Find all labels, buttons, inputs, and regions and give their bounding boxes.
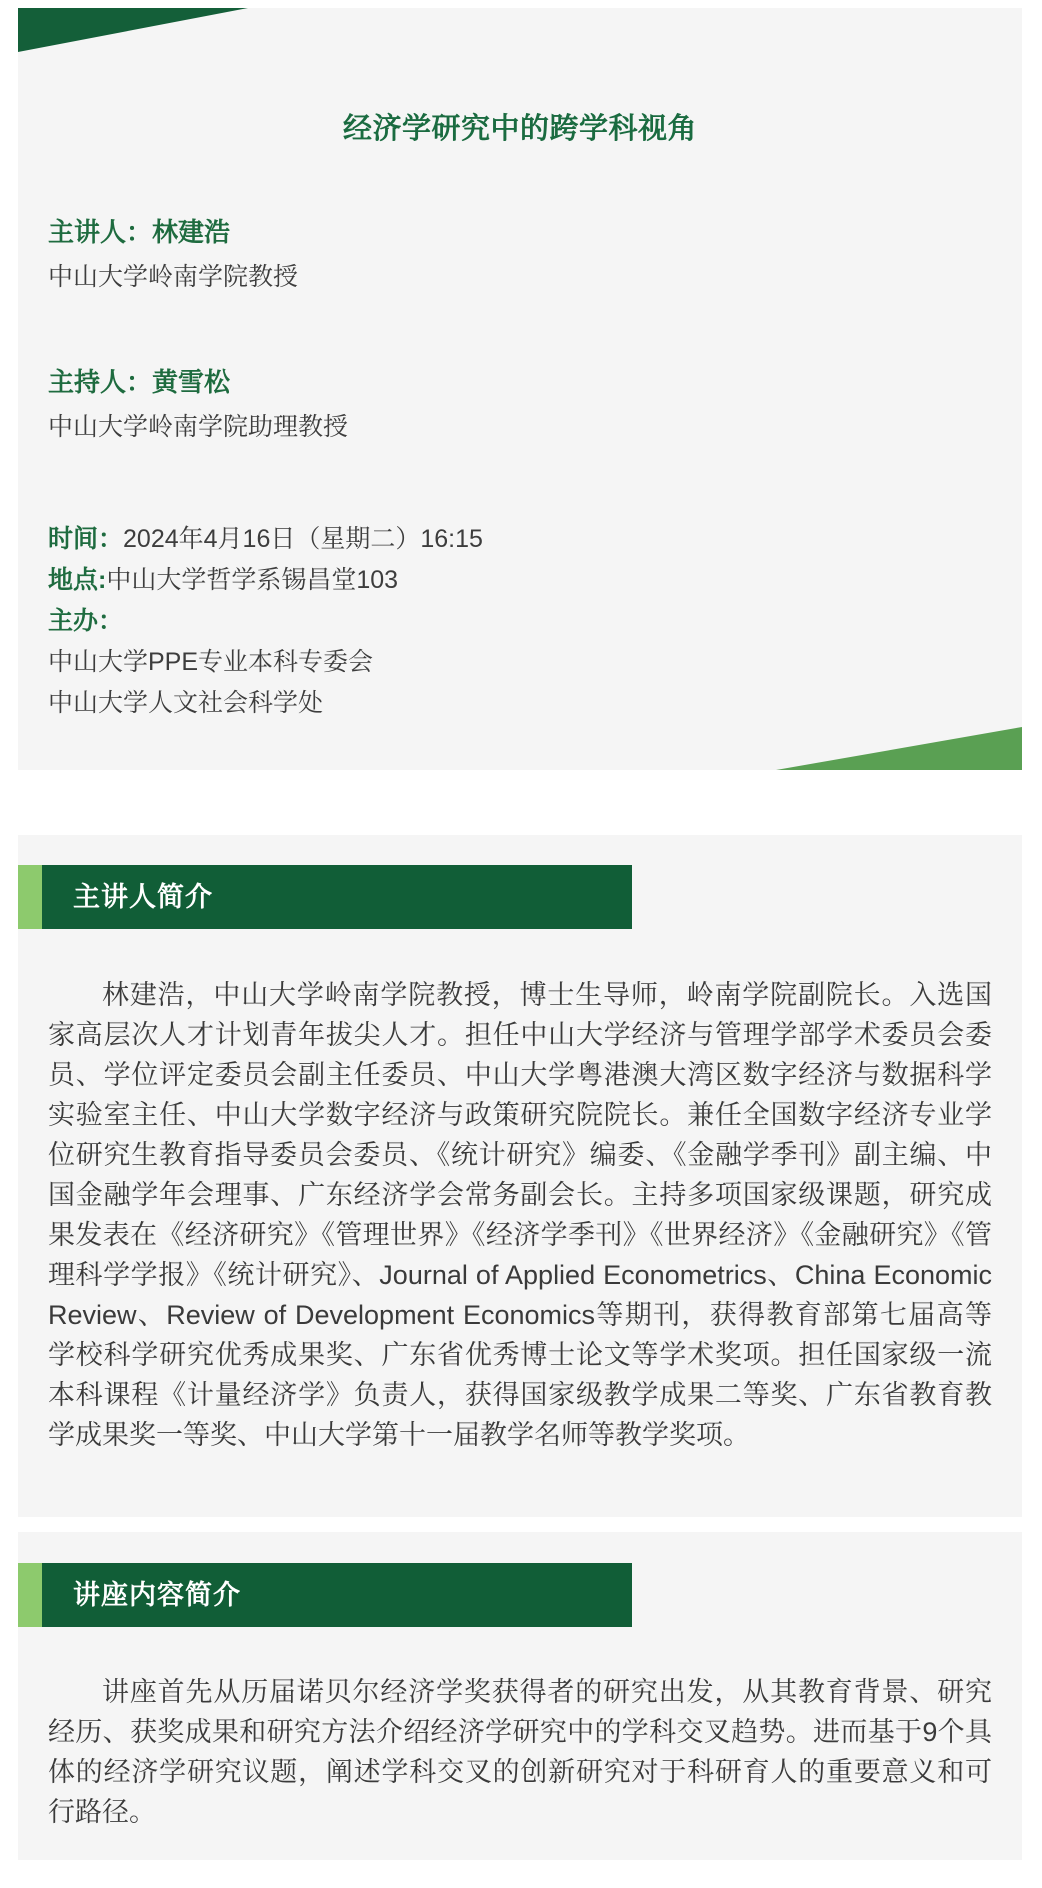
time-line [48,519,992,560]
host-line [48,365,992,399]
bio-section-body: 林建浩，中山大学岭南学院教授，博士生导师，岭南学院副院长。入选国家高层次人才计划青年拔尖人才。担任中山大学经济与管理学部学术委员会委员、学位评定委员会副主任委员、中山大学粤港澳大湾区数字经济与数据科学实验室主任、中山大学数字经济与政策研究院院长。兼任全国数字经济专业学位研究生教育指导委员会委员、《统计研究》编委、《金融学季刊》副主编、中国金融学年会理事、广东经济学会常务副会长。主持多项国家级课题，研究成果发表在《经济研究》《管理世界》《经济学季刊》《世界经济》《金融研究》《管理科学学报》《统计研究》、Journal of Applied Econometrics、China Economic Review、Review of Development Economics等期刊，获得教育部第七届高等学校科学研究优秀成果奖、广东省优秀博士论文等学术奖项。担任国家级一流本科课程《计量经济学》负责人，获得国家级教学成果二等奖、广东省教育教学成果奖一等奖、中山大学第十一届教学名师等教学奖项。 [48,980,992,1450]
event-details [48,519,992,724]
organizer-item: 中山大学人文社会科学处 [48,689,324,717]
host-label: 主持人： [48,367,153,397]
location-value: 中山大学哲学系锡昌堂103 [106,566,399,594]
hero-body [18,215,1022,724]
speaker-name: 林建浩 [152,217,231,247]
organizer-item: 中山大学PPE专业本科专委会 [48,648,374,676]
bio-section-heading: 主讲人简介 [42,865,632,929]
abstract-section-heading: 讲座内容简介 [42,1563,632,1627]
host-affiliation: 中山大学岭南学院助理教授 [48,413,349,441]
speaker-affiliation: 中山大学岭南学院教授 [48,263,299,291]
time-label: 时间： [48,525,124,553]
bio-section-header [18,865,632,929]
decorative-triangle-bottom-right [776,727,1022,770]
time-value: 2024年4月16日（星期二）16:15 [123,525,483,553]
organizer-label: 主办： [48,607,124,635]
announcement-page [0,8,1042,1860]
decorative-triangle-top-left [18,8,248,52]
speaker-label: 主讲人： [48,217,153,247]
location-label: 地点: [48,566,107,594]
speaker-line [48,215,992,249]
speaker-bio-card [18,835,1022,1517]
header-accent-bar [18,865,42,929]
location-line [48,560,992,601]
lecture-abstract-card [18,1532,1022,1860]
hero-card [18,8,1022,770]
host-name: 黄雪松 [152,367,231,397]
organizer-label-line [48,601,992,642]
abstract-section-header [18,1563,632,1627]
lecture-title: 经济学研究中的跨学科视角 [342,113,697,145]
header-accent-bar [18,1563,42,1627]
abstract-section-body: 讲座首先从历届诺贝尔经济学奖获得者的研究出发，从其教育背景、研究经历、获奖成果和研究方法介绍经济学研究中的学科交叉趋势。进而基于9个具体的经济学研究议题，阐述学科交叉的创新研究对于科研育人的重要意义和可行路径。 [48,1677,992,1827]
